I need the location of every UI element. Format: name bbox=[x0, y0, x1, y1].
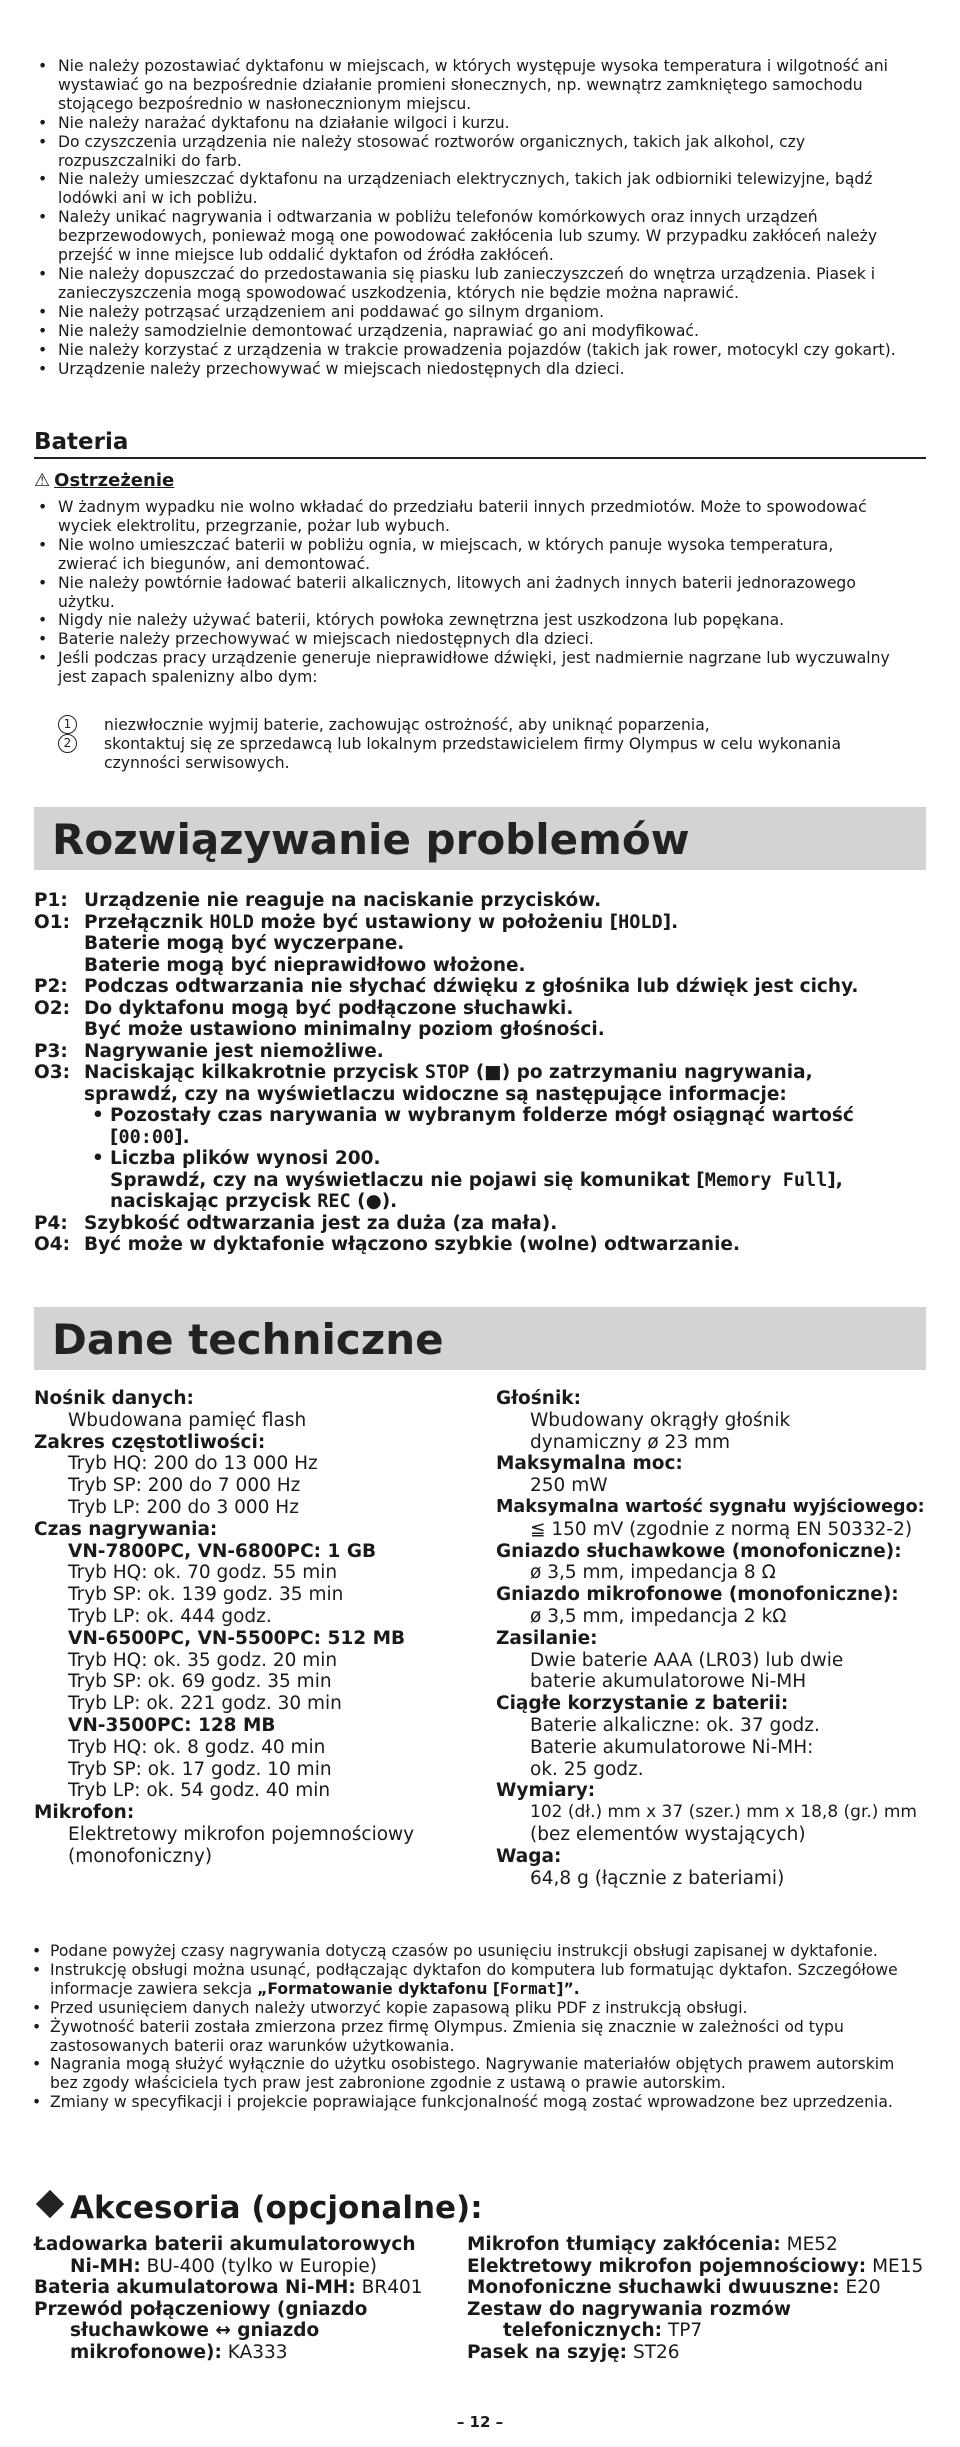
spec-label: Zasilanie: bbox=[496, 1627, 598, 1649]
answer-1: O1: Przełącznik HOLD może być ustawiony w położeniu [HOLD]. bbox=[34, 911, 679, 933]
answer-4: O4: Być może w dyktafonie włączono szybkie (wolne) odtwarzanie. bbox=[34, 1234, 740, 1255]
list-item: • Nie należy pozostawiać dyktafonu w miejscach, w których występuje wysoka temperatura i wilgotność ani wystawiać go na bezpośrednie działanie promieni słonecznych, np. wewnątrz zamkniętego samochodu stojącego bezpośrednio w nasłonecznionym miejscu. bbox=[34, 57, 914, 114]
spec-value: (bez elementów wystających) bbox=[530, 1823, 806, 1845]
answer-line: sprawdź, czy na wyświetlaczu widoczne są następujące informacje: bbox=[84, 1083, 787, 1105]
spec-value: Tryb LP: 200 do 3 000 Hz bbox=[68, 1496, 299, 1518]
page-number: – 12 – bbox=[456, 2413, 504, 2431]
step-text: skontaktuj się ze sprzedawcą lub lokalnym przedstawicielem firmy Olympus w celu wykonania czynności serwisowych. bbox=[104, 734, 842, 772]
list-item: • Należy unikać nagrywania i odtwarzania w pobliżu telefonów komórkowych oraz innych urządzeń bezprzewodowych, ponieważ mogą one powodować zakłócenia lub szumy. W przypadku zakłóceń należy przejść w inne miejsce lub oddalić dyktafon od źródła zakłóceń. bbox=[34, 208, 914, 265]
list-item: • Baterie należy przechowywać w miejscach niedostępnych dla dzieci. bbox=[34, 630, 894, 649]
question-4: P4: Szybkość odtwarzania jest za duża (za mała). bbox=[34, 1212, 558, 1234]
step-item bbox=[34, 716, 894, 735]
answer-line: naciskając przycisk REC (●). bbox=[110, 1191, 398, 1212]
spec-label: Maksymalna wartość sygnału wyjściowego: bbox=[496, 1496, 925, 1517]
spec-notes bbox=[28, 1942, 908, 2112]
list-item: • Nie należy potrząsać urządzeniem ani poddawać go silnym drganiom. bbox=[34, 303, 914, 322]
accessory-item: Ładowarka baterii akumulatorowych bbox=[34, 2234, 416, 2255]
spec-value: Dwie baterie AAA (LR03) lub dwie bbox=[530, 1649, 844, 1671]
specs-left-column bbox=[34, 1388, 484, 1868]
spec-value: 64,8 g (łącznie z bateriami) bbox=[530, 1867, 785, 1889]
spec-value: Tryb LP: ok. 54 godz. 40 min bbox=[68, 1780, 331, 1802]
spec-value: Tryb SP: ok. 17 godz. 10 min bbox=[68, 1758, 332, 1780]
spec-value: Tryb HQ: ok. 70 godz. 55 min bbox=[68, 1562, 338, 1584]
accessory-item: Elektretowy mikrofon pojemnościowy: ME15 bbox=[467, 2255, 924, 2277]
answer-sub-item: • Liczba plików wynosi 200. bbox=[34, 1148, 926, 1170]
spec-value: Tryb HQ: ok. 8 godz. 40 min bbox=[68, 1736, 326, 1758]
list-item: • Zmiany w specyfikacji i projekcie poprawiające funkcjonalność mogą zostać wprowadzone bez uprzedzenia. bbox=[28, 2093, 908, 2112]
accessory-item: słuchawkowe ↔ gniazdo bbox=[70, 2320, 320, 2342]
spec-value: Tryb SP: 200 do 7 000 Hz bbox=[68, 1475, 301, 1497]
warning-icon: ⚠ bbox=[34, 470, 51, 491]
spec-value: Tryb LP: ok. 444 godz. bbox=[68, 1605, 272, 1627]
spec-value: 102 (dł.) mm x 37 (szer.) mm x 18,8 (gr.) mm bbox=[530, 1802, 917, 1823]
question-3: P3: Nagrywanie jest niemożliwe. bbox=[34, 1040, 384, 1062]
spec-model: VN-7800PC, VN-6800PC: 1 GB bbox=[68, 1540, 377, 1562]
answer-line: Być może ustawiono minimalny poziom głośności. bbox=[84, 1019, 605, 1040]
accessories-left-column bbox=[34, 2234, 474, 2364]
spec-label: Wymiary: bbox=[496, 1780, 596, 1802]
accessory-item: Mikrofon tłumiący zakłócenia: ME52 bbox=[467, 2234, 838, 2255]
answer-sub-item: • Pozostały czas narywania w wybranym folderze mógł osiągnąć wartość [00:00]. bbox=[34, 1105, 926, 1148]
spec-label: Zakres częstotliwości: bbox=[34, 1431, 266, 1453]
hold-key: HOLD bbox=[618, 911, 663, 933]
spec-label: Maksymalna moc: bbox=[496, 1453, 683, 1475]
answer-line: Baterie mogą być nieprawidłowo włożone. bbox=[84, 954, 526, 976]
troubleshooting-banner bbox=[34, 807, 926, 870]
spec-label: Waga: bbox=[496, 1845, 562, 1867]
accessory-item: mikrofonowe): KA333 bbox=[70, 2341, 288, 2363]
spec-value: Tryb HQ: 200 do 13 000 Hz bbox=[68, 1453, 318, 1475]
specs-title: Dane techniczne bbox=[52, 1315, 444, 1364]
battery-heading: Bateria bbox=[34, 429, 129, 455]
diamond-icon bbox=[36, 2190, 64, 2218]
spec-value: ø 3,5 mm, impedancja 8 Ω bbox=[530, 1562, 776, 1584]
hold-key: HOLD bbox=[209, 911, 254, 933]
list-item: • Przed usunięciem danych należy utworzyć kopie zapasową pliku PDF z instrukcją obsługi. bbox=[28, 1999, 908, 2018]
list-item: • Żywotność baterii została zmierzona przez firmę Olympus. Zmienia się znacznie w zależności od typu zastosowanych baterii oraz warunków użytkowania. bbox=[28, 2018, 908, 2056]
spec-value: baterie akumulatorowe Ni-MH bbox=[530, 1671, 807, 1693]
question-1: P1: Urządzenie nie reaguje na naciskanie przycisków. bbox=[34, 890, 602, 911]
accessory-item: Przewód połączeniowy (gniazdo bbox=[34, 2298, 368, 2320]
specs-right-column bbox=[496, 1388, 936, 1889]
spec-value: Baterie akumulatorowe Ni-MH: bbox=[530, 1736, 814, 1758]
stop-key: STOP bbox=[424, 1062, 470, 1083]
accessory-item: Monofoniczne słuchawki dwuuszne: E20 bbox=[467, 2277, 881, 2299]
list-item: • Nie należy powtórnie ładować baterii alkalicznych, litowych ani żadnych innych baterii jednorazowego użytku. bbox=[34, 574, 894, 612]
spec-value: Tryb LP: ok. 221 godz. 30 min bbox=[68, 1693, 342, 1715]
answer-line: Sprawdź, czy na wyświetlaczu nie pojawi się komunikat [Memory Full], bbox=[110, 1169, 843, 1191]
spec-label: Nośnik danych: bbox=[34, 1388, 194, 1409]
list-item: • Instrukcję obsługi można usunąć, podłączając dyktafon do komputera lub formatując dyktafon. Szczegółowe informacje zawiera sekcja „Formatowanie dyktafonu [Format]”. bbox=[28, 1961, 908, 1999]
list-item: • Do czyszczenia urządzenia nie należy stosować roztworów organicznych, takich jak alkohol, czy rozpuszczalniki do farb. bbox=[34, 133, 914, 171]
rec-key: REC bbox=[317, 1191, 351, 1212]
spec-value: ≦ 150 mV (zgodnie z normą EN 50332-2) bbox=[530, 1518, 913, 1540]
accessory-item: Bateria akumulatorowa Ni-MH: BR401 bbox=[34, 2277, 423, 2299]
spec-label: Gniazdo mikrofonowe (monofoniczne): bbox=[496, 1584, 899, 1606]
list-item: • Nie należy umieszczać dyktafonu na urządzeniach elektrycznych, takich jak odbiorniki telewizyjne, bądź lodówki ani w ich pobliżu. bbox=[34, 170, 914, 208]
list-item: • Nie należy samodzielnie demontować urządzenia, naprawiać go ani modyfikować. bbox=[34, 322, 914, 341]
list-item: • Urządzenie należy przechowywać w miejscach niedostępnych dla dzieci. bbox=[34, 360, 914, 379]
list-item: • Nie należy korzystać z urządzenia w trakcie prowadzenia pojazdów (takich jak rower, motocykl czy gokart). bbox=[34, 341, 914, 360]
specs-banner bbox=[34, 1307, 926, 1370]
spec-value: dynamiczny ø 23 mm bbox=[530, 1431, 731, 1453]
spec-label: Ciągłe korzystanie z baterii: bbox=[496, 1693, 789, 1715]
step-item bbox=[34, 735, 894, 773]
spec-value: Tryb HQ: ok. 35 godz. 20 min bbox=[68, 1649, 338, 1671]
battery-steps bbox=[34, 716, 894, 773]
spec-value: ø 3,5 mm, impedancja 2 kΩ bbox=[530, 1605, 787, 1627]
spec-value: ok. 25 godz. bbox=[530, 1758, 644, 1780]
battery-bullet-list bbox=[34, 498, 894, 687]
spec-value: Tryb SP: ok. 69 godz. 35 min bbox=[68, 1671, 332, 1693]
list-item: • Nigdy nie należy używać baterii, których powłoka zewnętrzna jest uszkodzona lub popękana. bbox=[34, 611, 894, 630]
spec-model: VN-3500PC: 128 MB bbox=[68, 1714, 276, 1736]
spec-value: (monofoniczny) bbox=[68, 1845, 213, 1867]
spec-label: Czas nagrywania: bbox=[34, 1518, 218, 1540]
spec-value: Wbudowany okrągły głośnik bbox=[530, 1409, 791, 1431]
care-bullet-list bbox=[34, 57, 914, 378]
step-number: 1 bbox=[58, 715, 77, 734]
accessory-item: Zestaw do nagrywania rozmów bbox=[467, 2298, 791, 2320]
spec-model: VN-6500PC, VN-5500PC: 512 MB bbox=[68, 1627, 406, 1649]
spec-value: Elektretowy mikrofon pojemnościowy bbox=[68, 1823, 415, 1845]
caution-heading bbox=[34, 470, 174, 491]
step-text: niezwłocznie wyjmij baterie, zachowując ostrożność, aby uniknąć poparzenia, bbox=[104, 716, 710, 734]
list-item: • Nagrania mogą służyć wyłącznie do użytku osobistego. Nagrywanie materiałów objętych prawem autorskim bez zgody właściciela tych praw jest zabronione zgodnie z ustawą o prawie autorskim. bbox=[28, 2055, 908, 2093]
spec-value: Tryb SP: ok. 139 godz. 35 min bbox=[68, 1584, 344, 1606]
step-number: 2 bbox=[58, 734, 77, 753]
spec-value: 250 mW bbox=[530, 1475, 608, 1497]
section-divider bbox=[34, 457, 926, 459]
accessories-right-column bbox=[467, 2234, 937, 2364]
list-item: • Nie wolno umieszczać baterii w pobliżu ognia, w miejscach, w których panuje wysoka temperatura, zwierać ich biegunów, ani demontować. bbox=[34, 536, 894, 574]
list-item: • Jeśli podczas pracy urządzenie generuje nieprawidłowe dźwięki, jest nadmiernie nagrzane lub wyczuwalny jest zapach spalenizny albo dym: bbox=[34, 649, 894, 687]
spec-label: Głośnik: bbox=[496, 1388, 581, 1409]
accessory-item: Pasek na szyję: ST26 bbox=[467, 2341, 680, 2363]
list-item: • Nie należy dopuszczać do przedostawania się piasku lub zanieczyszczeń do wnętrza urządzenia. Piasek i zanieczyszczenia mogą spowodować uszkodzenia, których nie będzie można naprawić. bbox=[34, 265, 914, 303]
list-item: • W żadnym wypadku nie wolno wkładać do przedziału baterii innych przedmiotów. Może to spowodować wyciek elektrolitu, przegrzanie, pożar lub wybuch. bbox=[34, 498, 894, 536]
troubleshooting-title: Rozwiązywanie problemów bbox=[52, 815, 690, 864]
accessory-item: Ni-MH: BU-400 (tylko w Europie) bbox=[70, 2255, 378, 2277]
spec-label: Gniazdo słuchawkowe (monofoniczne): bbox=[496, 1540, 902, 1562]
accessories-heading: Akcesoria (opcjonalne): bbox=[34, 2190, 483, 2226]
accessory-item: telefonicznych: TP7 bbox=[503, 2320, 703, 2342]
troubleshooting-qa bbox=[34, 890, 926, 1256]
answer-2: O2: Do dyktafonu mogą być podłączone słuchawki. bbox=[34, 997, 574, 1019]
caution-label: Ostrzeżenie bbox=[54, 470, 175, 491]
spec-label: Mikrofon: bbox=[34, 1802, 135, 1824]
answer-3: O3: Naciskając kilkakrotnie przycisk STOP (■) po zatrzymaniu nagrywania, bbox=[34, 1062, 813, 1083]
answer-line: Baterie mogą być wyczerpane. bbox=[84, 933, 405, 954]
spec-value: Wbudowana pamięć flash bbox=[68, 1409, 307, 1431]
list-item: • Podane powyżej czasy nagrywania dotyczą czasów po usunięciu instrukcji obsługi zapisanej w dyktafonie. bbox=[28, 1942, 908, 1961]
list-item: • Nie należy narażać dyktafonu na działanie wilgoci i kurzu. bbox=[34, 114, 914, 133]
question-2: P2: Podczas odtwarzania nie słychać dźwięku z głośnika lub dźwięk jest cichy. bbox=[34, 976, 859, 997]
spec-value: Baterie alkaliczne: ok. 37 godz. bbox=[530, 1714, 820, 1736]
